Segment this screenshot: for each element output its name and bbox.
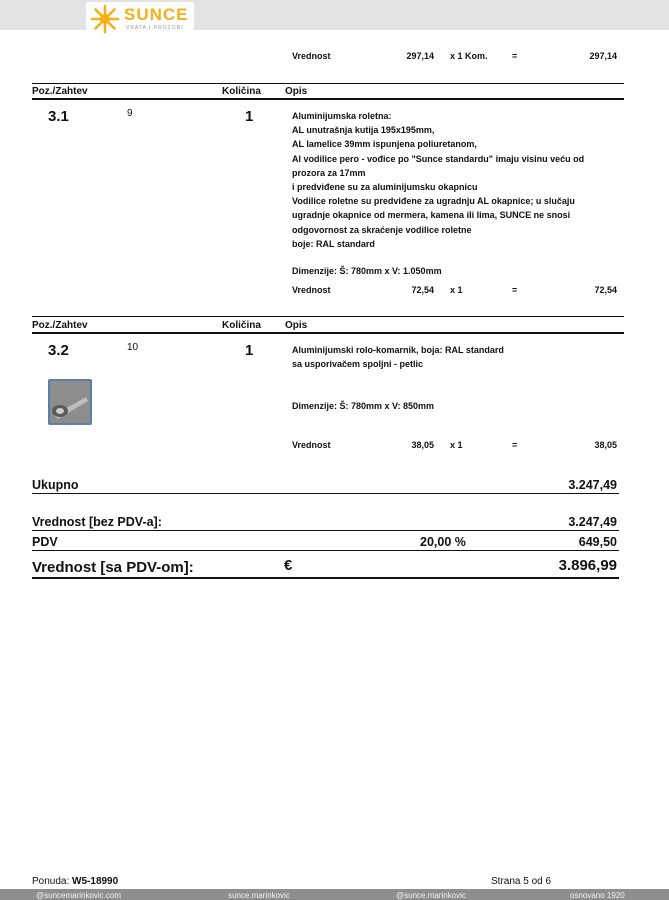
item-description xyxy=(292,109,617,251)
prev-unit-price: 297,14 xyxy=(406,51,434,61)
prev-value-label: Vrednost xyxy=(292,51,331,61)
sun-logo-icon xyxy=(90,4,120,34)
col-header-pos: Poz./Zahtev xyxy=(32,86,88,97)
mosquito-net-image xyxy=(50,381,90,423)
logo-wordmark: SUNCE xyxy=(124,5,189,24)
item-position: 3.1 xyxy=(48,108,69,125)
item-request-no: 9 xyxy=(127,108,133,119)
divider xyxy=(32,550,619,551)
logo-tagline: VRATA I PROZORI xyxy=(126,25,184,31)
net-value: 3.247,49 xyxy=(568,515,617,529)
divider xyxy=(32,316,624,317)
desc-line: Vodilice roletne su predviđene za ugradnju AL okapnice; u slučaju xyxy=(292,196,575,207)
item-total: 38,05 xyxy=(594,440,617,450)
prev-total: 297,14 xyxy=(589,51,617,61)
currency-symbol: € xyxy=(284,557,293,574)
item-multiplier: x 1 xyxy=(450,285,463,295)
divider xyxy=(32,493,619,494)
desc-line: AL unutrašnja kutija 195x195mm, xyxy=(292,125,435,136)
col-header-pos: Poz./Zahtev xyxy=(32,320,88,331)
col-header-qty: Količina xyxy=(222,320,261,331)
col-header-qty: Količina xyxy=(222,86,261,97)
desc-line: i predviđene su za aluminijumsku okapnicu xyxy=(292,182,478,193)
offer-number xyxy=(32,876,118,887)
desc-line: Aluminijumska roletna: xyxy=(292,111,392,121)
desc-line: boje: RAL standard xyxy=(292,238,375,249)
desc-line: Al vodilice pero - vođice po "Sunce standardu" imaju visinu veću od xyxy=(292,153,585,164)
footer-founded: osnovano 1920 xyxy=(570,891,625,900)
footer-facebook-link[interactable]: sunce.marinkovic xyxy=(228,891,290,900)
item-value-label: Vrednost xyxy=(292,440,331,450)
prev-equals: = xyxy=(512,51,518,61)
prev-qty: x 1 Kom. xyxy=(450,51,488,61)
item-multiplier: x 1 xyxy=(450,440,463,450)
divider xyxy=(32,577,619,579)
item-quantity: 1 xyxy=(245,108,254,125)
item-dimensions: Dimenzije: Š: 780mm x V: 1.050mm xyxy=(292,266,442,276)
footer-bar xyxy=(0,889,669,900)
page-indicator: Strana 5 od 6 xyxy=(491,876,552,887)
desc-line: AL lamelice 39mm ispunjena poliuretanom, xyxy=(292,139,477,150)
footer-web-link[interactable]: @suncemarinkovic.com xyxy=(36,891,122,900)
item-total: 72,54 xyxy=(594,285,617,295)
item-value-label: Vrednost xyxy=(292,285,331,295)
item-quantity: 1 xyxy=(245,342,254,359)
offer-id: W5-18990 xyxy=(72,876,119,887)
desc-line: Aluminijumski rolo-komarnik, boja: RAL standard xyxy=(292,345,504,355)
col-header-desc: Opis xyxy=(285,320,308,331)
divider xyxy=(32,83,624,84)
desc-line: sa usporivačem spoljni - petlic xyxy=(292,359,424,370)
desc-line: odgovornost za skraćenje vodilice roletne xyxy=(292,224,472,235)
gross-value: 3.896,99 xyxy=(558,557,617,574)
col-header-desc: Opis xyxy=(285,86,308,97)
item-description xyxy=(292,343,617,371)
item-unit-price: 72,54 xyxy=(411,285,434,295)
footer-instagram-link[interactable]: @sunce.marinkovic xyxy=(396,891,466,900)
desc-line: prozora za 17mm xyxy=(292,167,366,178)
total-amount: 3.247,49 xyxy=(568,478,617,492)
total-label: Ukupno xyxy=(32,478,79,492)
vat-rate: 20,00 % xyxy=(420,535,466,549)
product-thumbnail xyxy=(48,379,92,425)
desc-line: ugradnje okapnice od mermera, kamena ili lima, SUNCE ne snosi xyxy=(292,210,571,221)
offer-label: Ponuda: xyxy=(32,876,70,887)
vat-label: PDV xyxy=(32,535,58,549)
divider xyxy=(32,98,624,100)
vat-amount: 649,50 xyxy=(578,535,617,549)
item-request-no: 10 xyxy=(127,342,139,353)
company-logo xyxy=(86,2,194,32)
divider xyxy=(32,332,624,334)
item-position: 3.2 xyxy=(48,342,69,359)
item-dimensions: Dimenzije: Š: 780mm x V: 850mm xyxy=(292,401,435,411)
item-unit-price: 38,05 xyxy=(411,440,434,450)
divider xyxy=(32,530,619,531)
item-equals: = xyxy=(512,440,518,450)
item-equals: = xyxy=(512,285,518,295)
net-value-label: Vrednost [bez PDV-a]: xyxy=(32,515,162,529)
gross-value-label: Vrednost [sa PDV-om]: xyxy=(32,559,194,576)
